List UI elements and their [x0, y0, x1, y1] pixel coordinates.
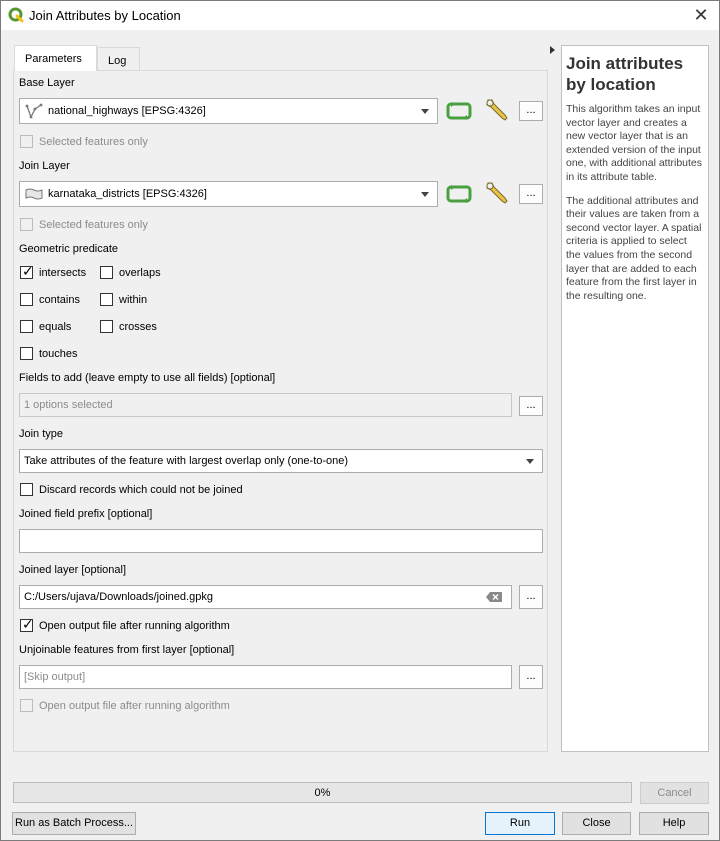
wrench-icon[interactable]: [483, 179, 511, 207]
parameters-panel: [13, 70, 548, 752]
predicate-label: Geometric predicate: [19, 243, 119, 255]
iterate-icon[interactable]: [445, 180, 473, 208]
predicate-overlaps-label: overlaps: [119, 267, 161, 279]
base-selected-only-label: Selected features only: [39, 136, 148, 148]
help-button[interactable]: Help: [639, 812, 709, 835]
joined-layer-value: C:/Users/ujava/Downloads/joined.gpkg: [24, 591, 213, 603]
join-type-label: Join type: [19, 428, 64, 440]
check-icon: ✓: [22, 616, 34, 632]
open-output-label: Open output file after running algorithm: [39, 620, 230, 632]
title-bar: [1, 1, 719, 30]
close-button[interactable]: Close: [562, 812, 631, 835]
chevron-down-icon: [421, 109, 429, 114]
predicate-crosses-label: crosses: [119, 321, 157, 333]
predicate-intersects-label: intersects: [39, 267, 87, 279]
polygon-layer-icon: [24, 187, 44, 201]
open-output-2-label: Open output file after running algorithm: [39, 700, 230, 712]
base-layer-value: national_highways [EPSG:4326]: [48, 105, 206, 117]
predicate-crosses-checkbox[interactable]: [100, 320, 113, 333]
predicate-intersects-checkbox[interactable]: [20, 263, 34, 279]
progress-text: 0%: [314, 787, 331, 799]
qgis-logo-icon: [8, 7, 24, 23]
fields-value: 1 options selected: [24, 399, 113, 411]
chevron-down-icon: [421, 192, 429, 197]
predicate-equals-checkbox[interactable]: [20, 320, 33, 333]
progress-bar: [13, 782, 632, 803]
cancel-button[interactable]: Cancel: [640, 782, 709, 804]
predicate-touches-label: touches: [39, 348, 78, 360]
tab-log[interactable]: Log: [97, 47, 140, 71]
join-layer-combo[interactable]: [19, 181, 438, 207]
joined-layer-input[interactable]: [19, 585, 512, 609]
collapse-help-icon[interactable]: [550, 46, 555, 54]
join-layer-label: Join Layer: [19, 160, 70, 172]
predicate-contains-label: contains: [39, 294, 80, 306]
help-panel: [561, 45, 709, 752]
fields-select-button[interactable]: ...: [519, 396, 543, 416]
discard-checkbox[interactable]: [20, 483, 33, 496]
join-type-value: Take attributes of the feature with largest overlap only (one-to-one): [24, 455, 349, 467]
chevron-down-icon: [526, 459, 534, 464]
join-type-select[interactable]: [19, 449, 543, 473]
unjoinable-placeholder: [Skip output]: [24, 671, 86, 683]
batch-process-button[interactable]: Run as Batch Process...: [12, 812, 136, 835]
predicate-equals-label: equals: [39, 321, 72, 333]
help-paragraph-2: The additional attributes and their values are taken from a second vector layer. A spatial criteria is applied to select the values from the second layer that are added to each feature from the first layer in the resulting one.: [566, 194, 702, 302]
join-selected-only-label: Selected features only: [39, 219, 148, 231]
base-selected-only-checkbox[interactable]: [20, 135, 33, 148]
fields-input[interactable]: [19, 393, 512, 417]
close-icon[interactable]: ✕: [693, 5, 709, 25]
check-icon: ✓: [22, 263, 34, 279]
open-output-2-checkbox[interactable]: [20, 699, 33, 712]
window-title: Join Attributes by Location: [29, 8, 181, 23]
base-layer-combo[interactable]: [19, 98, 438, 124]
help-paragraph-1: This algorithm takes an input vector layer and creates a new vector layer that is an extended version of the input one, with additional attributes in its attribute table.: [566, 103, 703, 183]
prefix-label: Joined field prefix [optional]: [19, 508, 153, 520]
clear-text-icon[interactable]: [485, 591, 503, 603]
unjoinable-input[interactable]: [19, 665, 512, 689]
base-layer-label: Base Layer: [19, 77, 75, 89]
open-output-checkbox[interactable]: [20, 616, 34, 632]
join-layer-value: karnataka_districts [EPSG:4326]: [48, 188, 207, 200]
join-selected-only-checkbox[interactable]: [20, 218, 33, 231]
predicate-overlaps-checkbox[interactable]: [100, 266, 113, 279]
line-layer-icon: [25, 103, 43, 119]
discard-label: Discard records which could not be joined: [39, 484, 243, 496]
join-layer-options-button[interactable]: ...: [519, 184, 543, 204]
iterate-icon[interactable]: [445, 97, 473, 125]
help-title: Join attributes by location: [566, 54, 684, 94]
prefix-input[interactable]: [19, 529, 543, 553]
joined-layer-browse-button[interactable]: ...: [519, 585, 543, 609]
wrench-icon[interactable]: [483, 96, 511, 124]
unjoinable-browse-button[interactable]: ...: [519, 665, 543, 689]
predicate-within-label: within: [119, 294, 148, 306]
predicate-contains-checkbox[interactable]: [20, 293, 33, 306]
fields-label: Fields to add (leave empty to use all fields) [optional]: [19, 372, 276, 384]
predicate-within-checkbox[interactable]: [100, 293, 113, 306]
run-button[interactable]: Run: [485, 812, 555, 835]
joined-layer-label: Joined layer [optional]: [19, 564, 127, 576]
tab-parameters[interactable]: Parameters: [14, 45, 97, 71]
predicate-touches-checkbox[interactable]: [20, 347, 33, 360]
unjoinable-label: Unjoinable features from first layer [optional]: [19, 644, 235, 656]
base-layer-options-button[interactable]: ...: [519, 101, 543, 121]
